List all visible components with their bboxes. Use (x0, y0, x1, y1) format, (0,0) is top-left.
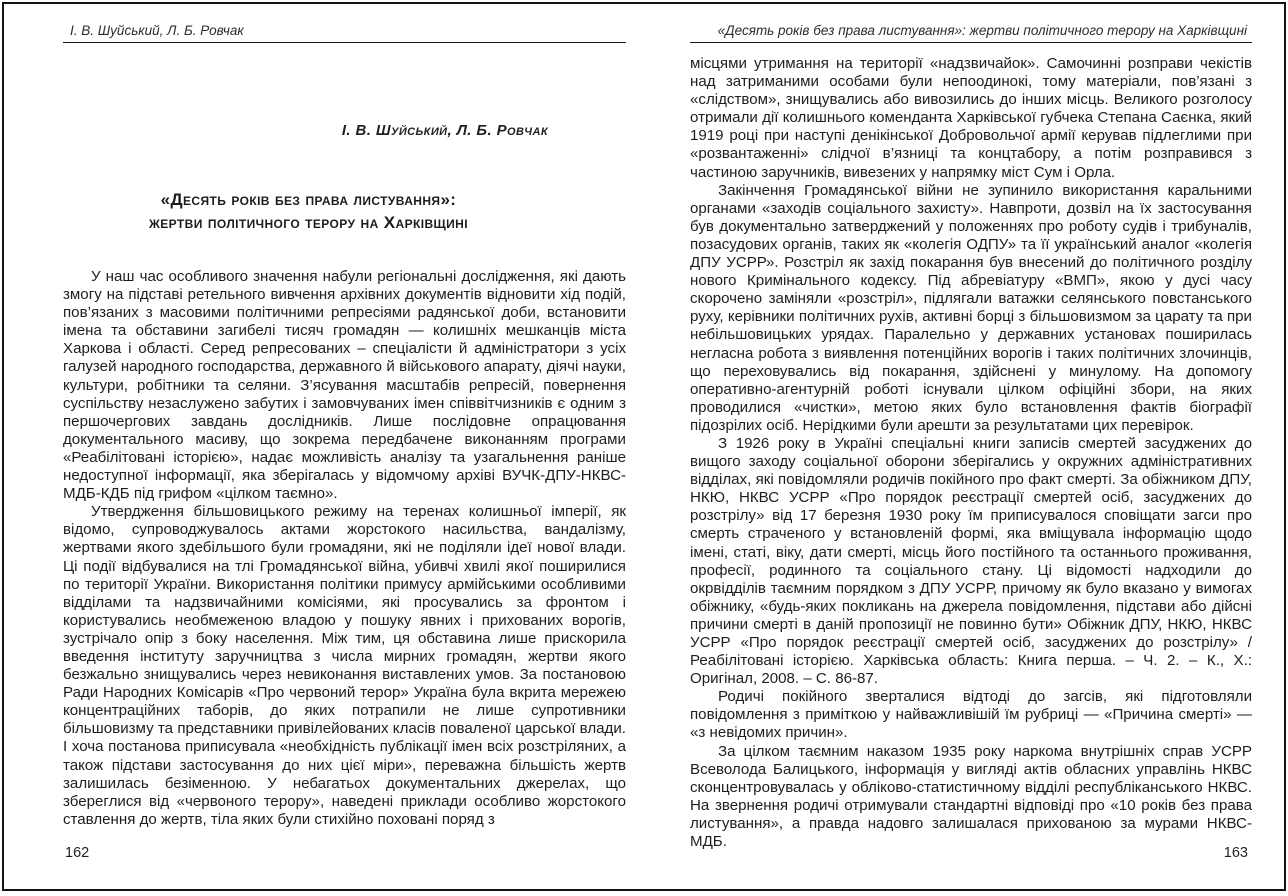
body-paragraph: Закінчення Громадянської війни не зупинило використання каральними органами «заходів соціального захисту». Навпроти, дозвіл на їх застосування був документально затверджений у положеннях про роботу судів і трибуналів, позасудових органів, таких як «колегія ОДПУ» та її український аналог «колегія ДПУ УСРР». Розстріл як захід покарання був внесений до політичного розділу нового Кримінального кодексу. Під абревіатуру «ВМП», якою у дусі часу скорочено заміняли «розстріл», підлягали ватажки селянського повстанського руху, керівники політичних рухів, активні борці з більшовизмом за царату та при небільшовицьких урядах. Паралельно у державних установах поширилась негласна робота з виявлення потенційних ворогів і таких політичних злочинців, що переховувались від покарання, здійснені у минулому. На допомогу оперативно-агентурній роботі існували цілком офіційні збори, на яких проводилися «чистки», метою яких було встановлення фактів біографії підозрілих осіб. Нерідкими були арешти за результатами цих перевірок. (690, 181, 1252, 434)
body-paragraph-continued: місцями утримання на території «надзвичайок». Самочинні розправи чекістів над затриманими особами були непоодинокі, тому матеріали, пов’язані з «слідством», знищувались або вивозились до інших місць. Великого розголосу отримали дії колишнього коменданта Харківської губчека Степана Саєнка, який 1919 році при наступі денікінської Добровольчої армії керував підлеглими при «розвантаженні» слідчої в’язниці та концтабору, а потім розправився з частиною заручників, вивезених у напрямку міст Сум і Орла. (690, 55, 1252, 181)
page-number-left: 162 (65, 845, 90, 861)
right-page-body (690, 55, 1252, 851)
header-rule-right (690, 42, 1252, 43)
left-page-body (63, 268, 626, 829)
body-paragraph: У наш час особливого значення набули регіональні дослідження, які дають змогу на підставі ретельного вивчення архівних документів відновити хід подій, пов’язаних з масовими політичними репресіями радянської доби, встановити імена та обставини загибелі тисяч громадян — колишніх мешканців міста Харкова і області. Серед репресованих – спеціалісти й адміністратори з усіх галузей народного господарства, державного й військового апарату, діячі науки, культури, робітники та селяни. З’ясування масштабів репресій, повернення суспільству незаслужено забутих і замовчуваних імен співвітчизників є одним з першочергових завдань дослідників. Лише послідовне опрацювання документального масиву, що зокрема передбачене виконанням програми «Реабілітовані історією», надає можливість аналізу та узагальнення раніше недоступної інформації, яка зберігалась у відомчому архіві ВУЧК-ДПУ-НКВС-МДБ-КДБ під грифом «цілком таємно». (63, 268, 626, 503)
body-paragraph: Родичі покійного зверталися відтоді до загсів, які підготовляли повідомлення з приміткою у найважливішій їм рубриці — «Причина смерті» — «з невідомих причин». (690, 688, 1252, 742)
page-number-right: 163 (1223, 845, 1248, 861)
article-title (63, 188, 626, 234)
right-page (690, 0, 1252, 896)
article-title-line-2: жертви політичного терору на Харківщині (149, 213, 468, 232)
body-paragraph: Утвердження більшовицького режиму на теренах колишньої імперії, як відомо, супроводжувалось актами жорстокого насильства, вандалізму, жертвами якого здебільшого були громадяни, які не поділяли ідеї нової влади. Ці події відбувалися на тлі Громадянської війна, убивчі хвилі якої поширилися по території України. Використання політики примусу армійськими особливими відділами та надзвичайними комісіями, які просувались за фронтом і користувались необмеженою владою у пошуку явних і прихованих ворогів, зустрічало опір з боку населення. Між тим, ця обставина лише прискорила введення інституту заручництва з числа мирних громадян, жертви якого безжально знищувались через невиконання виставлених умов. За постановою Ради Народних Комісарів «Про червоний терор» Україна була вкрита мережею концентраційних таборів, до яких потрапили не лише супротивники більшовизму та представники привілейованих класів поваленої царської влади. І хоча постанова приписувала «необхідність публікації імен всіх розстріляних, а також підстави застосування до них цієї міри», переважна більшість жертв залишилась безіменною. У небагатьох документальних джерелах, що збереглися від «червоного терору», наведені приклади особливо жорстокого ставлення до жертв, тіла яких були стихійно поховані поряд з (63, 503, 626, 828)
article-title-line-1: «Десять років без права листування»: (160, 190, 457, 209)
running-header-left: І. В. Шуйський, Л. Б. Ровчак (70, 23, 244, 38)
body-paragraph: З 1926 року в Україні спеціальні книги записів смертей засуджених до вищого заходу соціальної оборони зберігались у окружних адміністративних відділах, які повідомляли родичів покійного про факт смерті. За обіжником ДПУ, НКЮ, НКВС УСРР «Про порядок реєстрації смертей осіб, засуджених до розстрілу» від 17 березня 1930 року їм приписувалося сповіщати загси про смерть страченого у встановленій формі, яка вміщувала інформацію щодо імені, статі, віку, дати смерті, місць його постійного та останнього проживання, професії, родинного та соціального стану. Ці відомості надходили до окрвідділів таємним порядком з ДПУ УСРР, причому як було вказано у вимогах обіжнику, «будь-яких покликань на джерела повідомлення, підстави або дійсні причини смерті в даній пропозиції не повинно бути» Обіжник ДПУ, НКЮ, НКВС УСРР «Про порядок реєстрації смертей осіб, засуджених до розстрілу» / Реабілітовані історією. Харківська область: Книга перша. – Ч. 2. – К., Х.: Оригінал, 2008. – С. 86-87. (690, 434, 1252, 688)
body-paragraph: За цілком таємним наказом 1935 року наркома внутрішніх справ УСРР Всеволода Балицького, інформація у вигляді актів обласних управлінь НКВС сконцентровувалась у обліково-статистичному відділі республіканського НКВС. На звернення родичі отримували стандартні відповіді про «10 років без права листування», а правда надовго залишалася прихованою за мурами НКВС-МДБ. (690, 742, 1252, 851)
header-rule-left (63, 42, 626, 43)
left-page (63, 0, 626, 896)
author-byline: І. В. Шуйський, Л. Б. Ровчак (341, 122, 548, 139)
running-header-right: «Десять років без права листування»: жертви політичного терору на Харківщині (717, 23, 1247, 38)
